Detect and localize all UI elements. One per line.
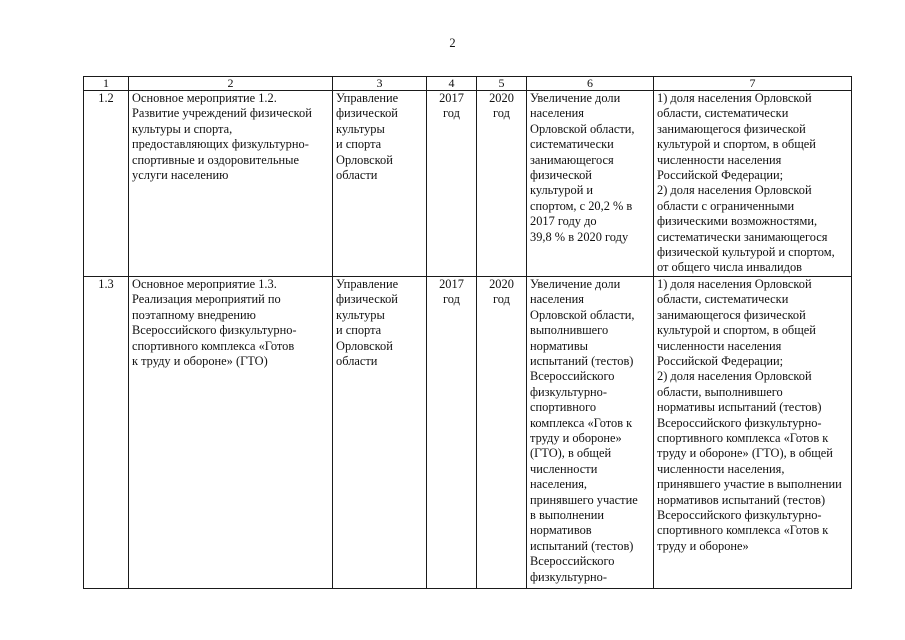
end-year-cell: 2020 год — [477, 276, 527, 588]
table-row — [84, 91, 852, 277]
column-header: 6 — [527, 77, 654, 91]
end-year-cell: 2020 год — [477, 91, 527, 277]
row-number: 1.2 — [84, 91, 129, 277]
activity-cell: Основное мероприятие 1.2. Развитие учреждений физической культуры и спорта, предоставляющих физкультурно- спортивные и оздоровительные услуги населению — [129, 91, 333, 277]
indicators-cell: 1) доля населения Орловской области, систематически занимающегося физической культурой и спортом, в общей численности населения Российской Федерации; 2) доля населения Орловской области с ограниченными физическими возможностями, систематически занимающегося физической культурой и спортом, от общего числа инвалидов — [654, 91, 852, 277]
program-table — [83, 76, 852, 589]
start-year-cell: 2017 год — [427, 276, 477, 588]
column-header: 7 — [654, 77, 852, 91]
result-cell: Увеличение доли населения Орловской области, систематически занимающегося физической культурой и спортом, с 20,2 % в 2017 году до 39,8 % в 2020 году — [527, 91, 654, 277]
column-header: 1 — [84, 77, 129, 91]
start-year-cell: 2017 год — [427, 91, 477, 277]
column-header: 3 — [333, 77, 427, 91]
result-cell: Увеличение доли населения Орловской области, выполнившего нормативы испытаний (тестов) Всероссийского физкультурно- спортивного комплекса «Готов к труду и обороне» (ГТО), в общей численности населения, принявшего участие в выполнении нормативов испытаний (тестов) Всероссийского физкультурно- — [527, 276, 654, 588]
indicators-cell: 1) доля населения Орловской области, систематически занимающегося физической культурой и спортом, в общей численности населения Российской Федерации; 2) доля населения Орловской области, выполнившего нормативы испытаний (тестов) Всероссийского физкультурно- спортивного комплекса «Готов к труду и обороне» (ГТО), в общей численности населения, принявшего участие в выполнении нормативов испытаний (тестов) Всероссийского физкультурно- спортивного комплекса «Готов к труду и обороне» — [654, 276, 852, 588]
executor-cell: Управление физической культуры и спорта Орловской области — [333, 276, 427, 588]
row-number: 1.3 — [84, 276, 129, 588]
header-row — [84, 77, 852, 91]
column-header: 2 — [129, 77, 333, 91]
executor-cell: Управление физической культуры и спорта Орловской области — [333, 91, 427, 277]
column-header: 4 — [427, 77, 477, 91]
table-row — [84, 276, 852, 588]
page-number: 2 — [449, 36, 456, 50]
activity-cell: Основное мероприятие 1.3. Реализация мероприятий по поэтапному внедрению Всероссийского физкультурно- спортивного комплекса «Готов к труду и обороне» (ГТО) — [129, 276, 333, 588]
column-header: 5 — [477, 77, 527, 91]
